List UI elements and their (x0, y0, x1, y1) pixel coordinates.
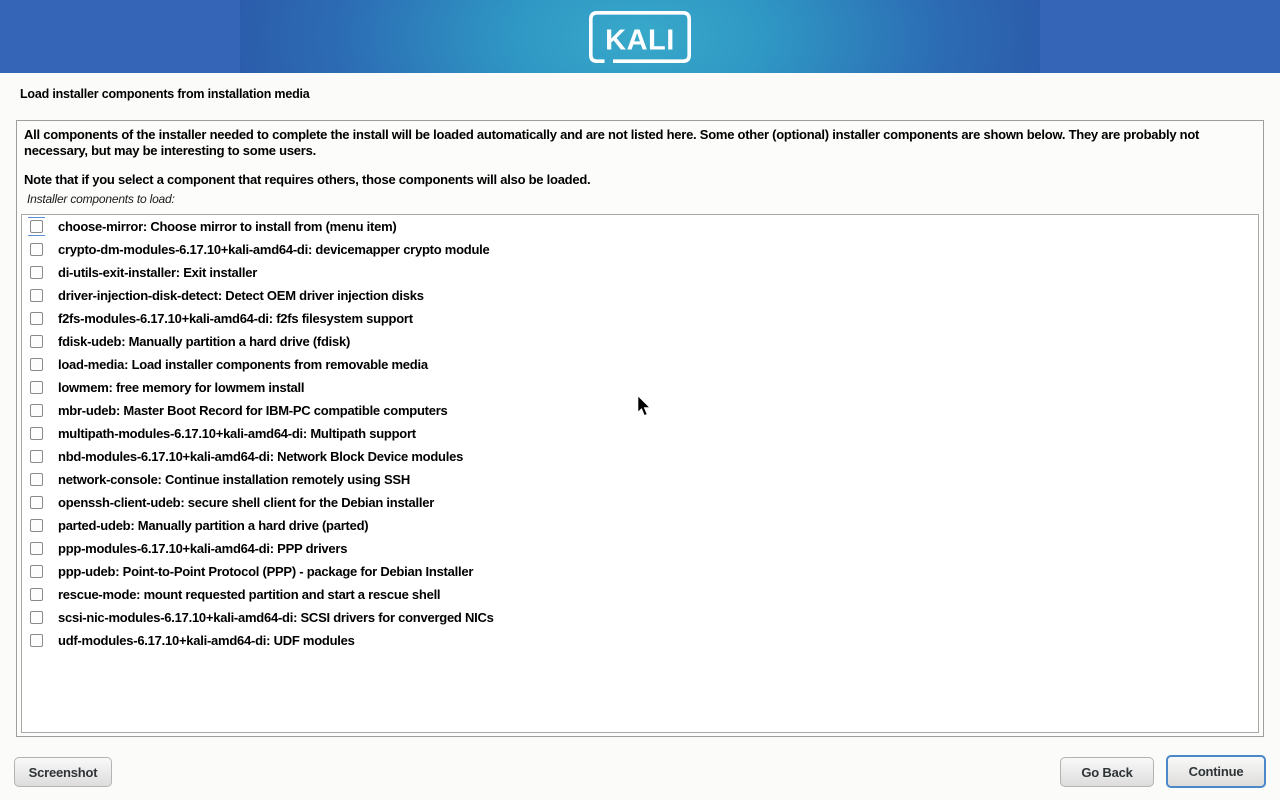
intro-paragraph: All components of the installer needed to complete the install will be loaded automatically and are not listed here. Some other (optional) installer components are shown below. They are probably not necessary, but may be interesting to some users. (24, 127, 1200, 158)
list-item[interactable] (22, 491, 1258, 514)
component-label: openssh-client-udeb: secure shell client for the Debian installer (58, 495, 435, 510)
component-checkbox[interactable] (30, 312, 43, 325)
components-list-label: Installer components to load: (27, 192, 175, 206)
list-item[interactable] (22, 422, 1258, 445)
go-back-button[interactable]: Go Back (1060, 757, 1154, 787)
component-label: choose-mirror: Choose mirror to install from (menu item) (58, 219, 397, 234)
checkbox-focus-ring (28, 516, 45, 535)
component-checkbox[interactable] (30, 611, 43, 624)
checkbox-focus-ring (28, 286, 45, 305)
component-checkbox[interactable] (30, 473, 43, 486)
component-label: nbd-modules-6.17.10+kali-amd64-di: Network Block Device modules (58, 449, 464, 464)
component-checkbox[interactable] (30, 220, 43, 233)
checkbox-focus-ring (28, 608, 45, 627)
checkbox-focus-ring (28, 493, 45, 512)
list-item[interactable] (22, 606, 1258, 629)
list-item[interactable] (22, 215, 1258, 238)
component-checkbox[interactable] (30, 450, 43, 463)
checkbox-focus-ring (28, 447, 45, 466)
component-checkbox[interactable] (30, 289, 43, 302)
checkbox-focus-ring (28, 470, 45, 489)
component-checkbox[interactable] (30, 404, 43, 417)
list-item[interactable] (22, 445, 1258, 468)
checkbox-focus-ring (28, 217, 45, 236)
component-checkbox[interactable] (30, 496, 43, 509)
list-item[interactable] (22, 261, 1258, 284)
component-label: udf-modules-6.17.10+kali-amd64-di: UDF modules (58, 633, 355, 648)
component-label: lowmem: free memory for lowmem install (58, 380, 305, 395)
list-item[interactable] (22, 514, 1258, 537)
checkbox-focus-ring (28, 585, 45, 604)
list-item[interactable] (22, 307, 1258, 330)
component-label: f2fs-modules-6.17.10+kali-amd64-di: f2fs filesystem support (58, 311, 413, 326)
component-label: fdisk-udeb: Manually partition a hard drive (fdisk) (58, 334, 351, 349)
list-item[interactable] (22, 537, 1258, 560)
list-item[interactable] (22, 399, 1258, 422)
components-list[interactable] (21, 214, 1259, 733)
component-checkbox[interactable] (30, 243, 43, 256)
component-label: network-console: Continue installation remotely using SSH (58, 472, 410, 487)
component-label: scsi-nic-modules-6.17.10+kali-amd64-di: SCSI drivers for converged NICs (58, 610, 494, 625)
component-checkbox[interactable] (30, 565, 43, 578)
intro-note: Note that if you select a component that requires others, those components will also be loaded. (24, 172, 591, 187)
installer-banner (0, 0, 1280, 73)
list-item[interactable] (22, 284, 1258, 307)
checkbox-focus-ring (28, 332, 45, 351)
component-label: driver-injection-disk-detect: Detect OEM driver injection disks (58, 288, 424, 303)
list-item[interactable] (22, 468, 1258, 491)
checkbox-focus-ring (28, 263, 45, 282)
checkbox-focus-ring (28, 631, 45, 650)
component-label: load-media: Load installer components from removable media (58, 357, 428, 372)
component-label: rescue-mode: mount requested partition and start a rescue shell (58, 587, 441, 602)
screenshot-button[interactable]: Screenshot (14, 757, 112, 787)
component-checkbox[interactable] (30, 542, 43, 555)
component-label: di-utils-exit-installer: Exit installer (58, 265, 258, 280)
list-item[interactable] (22, 376, 1258, 399)
component-checkbox[interactable] (30, 381, 43, 394)
component-label: multipath-modules-6.17.10+kali-amd64-di: Multipath support (58, 426, 416, 441)
page-title: Load installer components from installation media (20, 87, 310, 101)
component-label: crypto-dm-modules-6.17.10+kali-amd64-di: devicemapper crypto module (58, 242, 490, 257)
list-item[interactable] (22, 238, 1258, 261)
content-frame (16, 120, 1264, 737)
component-checkbox[interactable] (30, 588, 43, 601)
checkbox-focus-ring (28, 240, 45, 259)
continue-button[interactable]: Continue (1166, 755, 1266, 788)
component-checkbox[interactable] (30, 266, 43, 279)
component-checkbox[interactable] (30, 358, 43, 371)
kali-logo (587, 9, 693, 65)
checkbox-focus-ring (28, 424, 45, 443)
checkbox-focus-ring (28, 562, 45, 581)
component-checkbox[interactable] (30, 427, 43, 440)
checkbox-focus-ring (28, 355, 45, 374)
checkbox-focus-ring (28, 378, 45, 397)
component-label: mbr-udeb: Master Boot Record for IBM-PC compatible computers (58, 403, 448, 418)
component-label: parted-udeb: Manually partition a hard drive (parted) (58, 518, 369, 533)
component-checkbox[interactable] (30, 335, 43, 348)
list-item[interactable] (22, 353, 1258, 376)
checkbox-focus-ring (28, 309, 45, 328)
component-checkbox[interactable] (30, 519, 43, 532)
component-label: ppp-udeb: Point-to-Point Protocol (PPP) - package for Debian Installer (58, 564, 474, 579)
checkbox-focus-ring (28, 539, 45, 558)
component-label: ppp-modules-6.17.10+kali-amd64-di: PPP drivers (58, 541, 348, 556)
list-item[interactable] (22, 330, 1258, 353)
list-item[interactable] (22, 583, 1258, 606)
kali-logo-text: KALI (605, 24, 675, 57)
list-item[interactable] (22, 629, 1258, 652)
component-checkbox[interactable] (30, 634, 43, 647)
checkbox-focus-ring (28, 401, 45, 420)
list-item[interactable] (22, 560, 1258, 583)
